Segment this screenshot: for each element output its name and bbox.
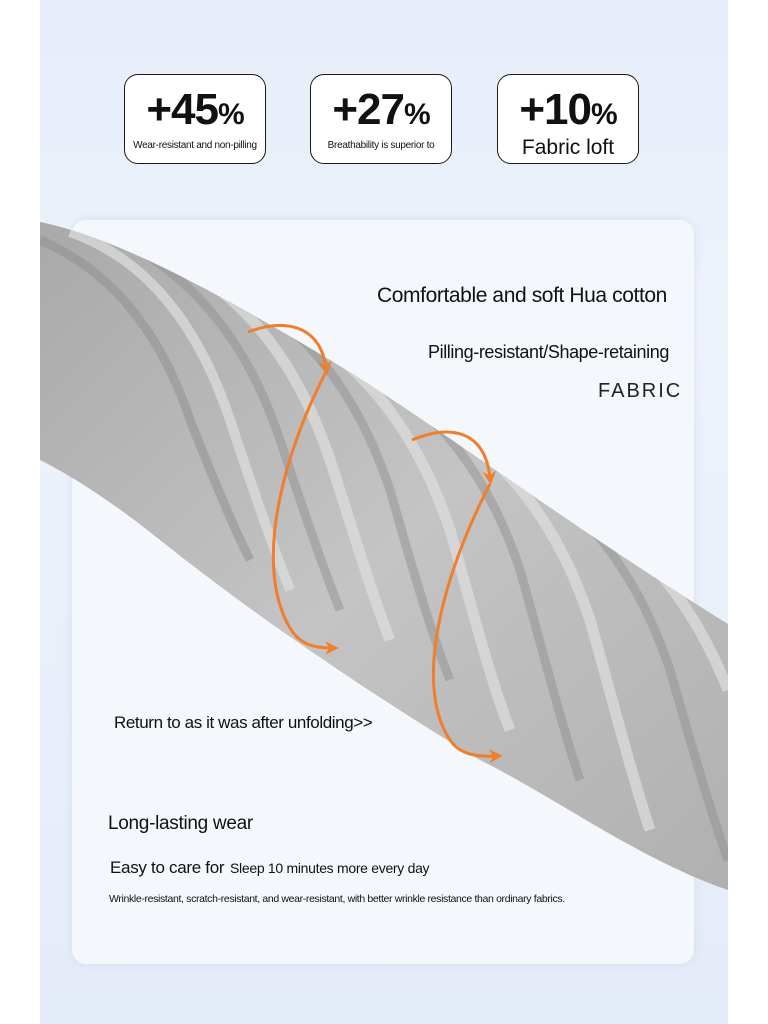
care-label: Easy to care for (110, 858, 225, 877)
fabric-title: Comfortable and soft Hua cotton (377, 284, 667, 307)
stat-unit: % (217, 98, 244, 131)
wear-description: Wrinkle-resistant, scratch-resistant, and wear-resistant, with better wrinkle resistance than ordinary fabrics. (109, 893, 565, 905)
recovery-text: Return to as it was after unfolding>> (114, 713, 373, 732)
fabric-subtitle: Pilling-resistant/Shape-retaining (428, 342, 669, 362)
fabric-label: FABRIC (598, 380, 683, 402)
stat-unit: % (403, 98, 430, 131)
stat-number: +27 (332, 85, 404, 134)
stat-caption: Wear-resistant and non-pilling (133, 140, 257, 151)
stat-caption: Fabric loft (521, 136, 615, 159)
stat-caption: Breathability is superior to (327, 140, 435, 151)
stat-number: +10 (519, 85, 591, 134)
sleep-text: Sleep 10 minutes more every day (230, 860, 430, 876)
stat-number: +45 (146, 85, 218, 134)
wear-heading: Long-lasting wear (108, 813, 253, 834)
stat-unit: % (590, 98, 617, 131)
